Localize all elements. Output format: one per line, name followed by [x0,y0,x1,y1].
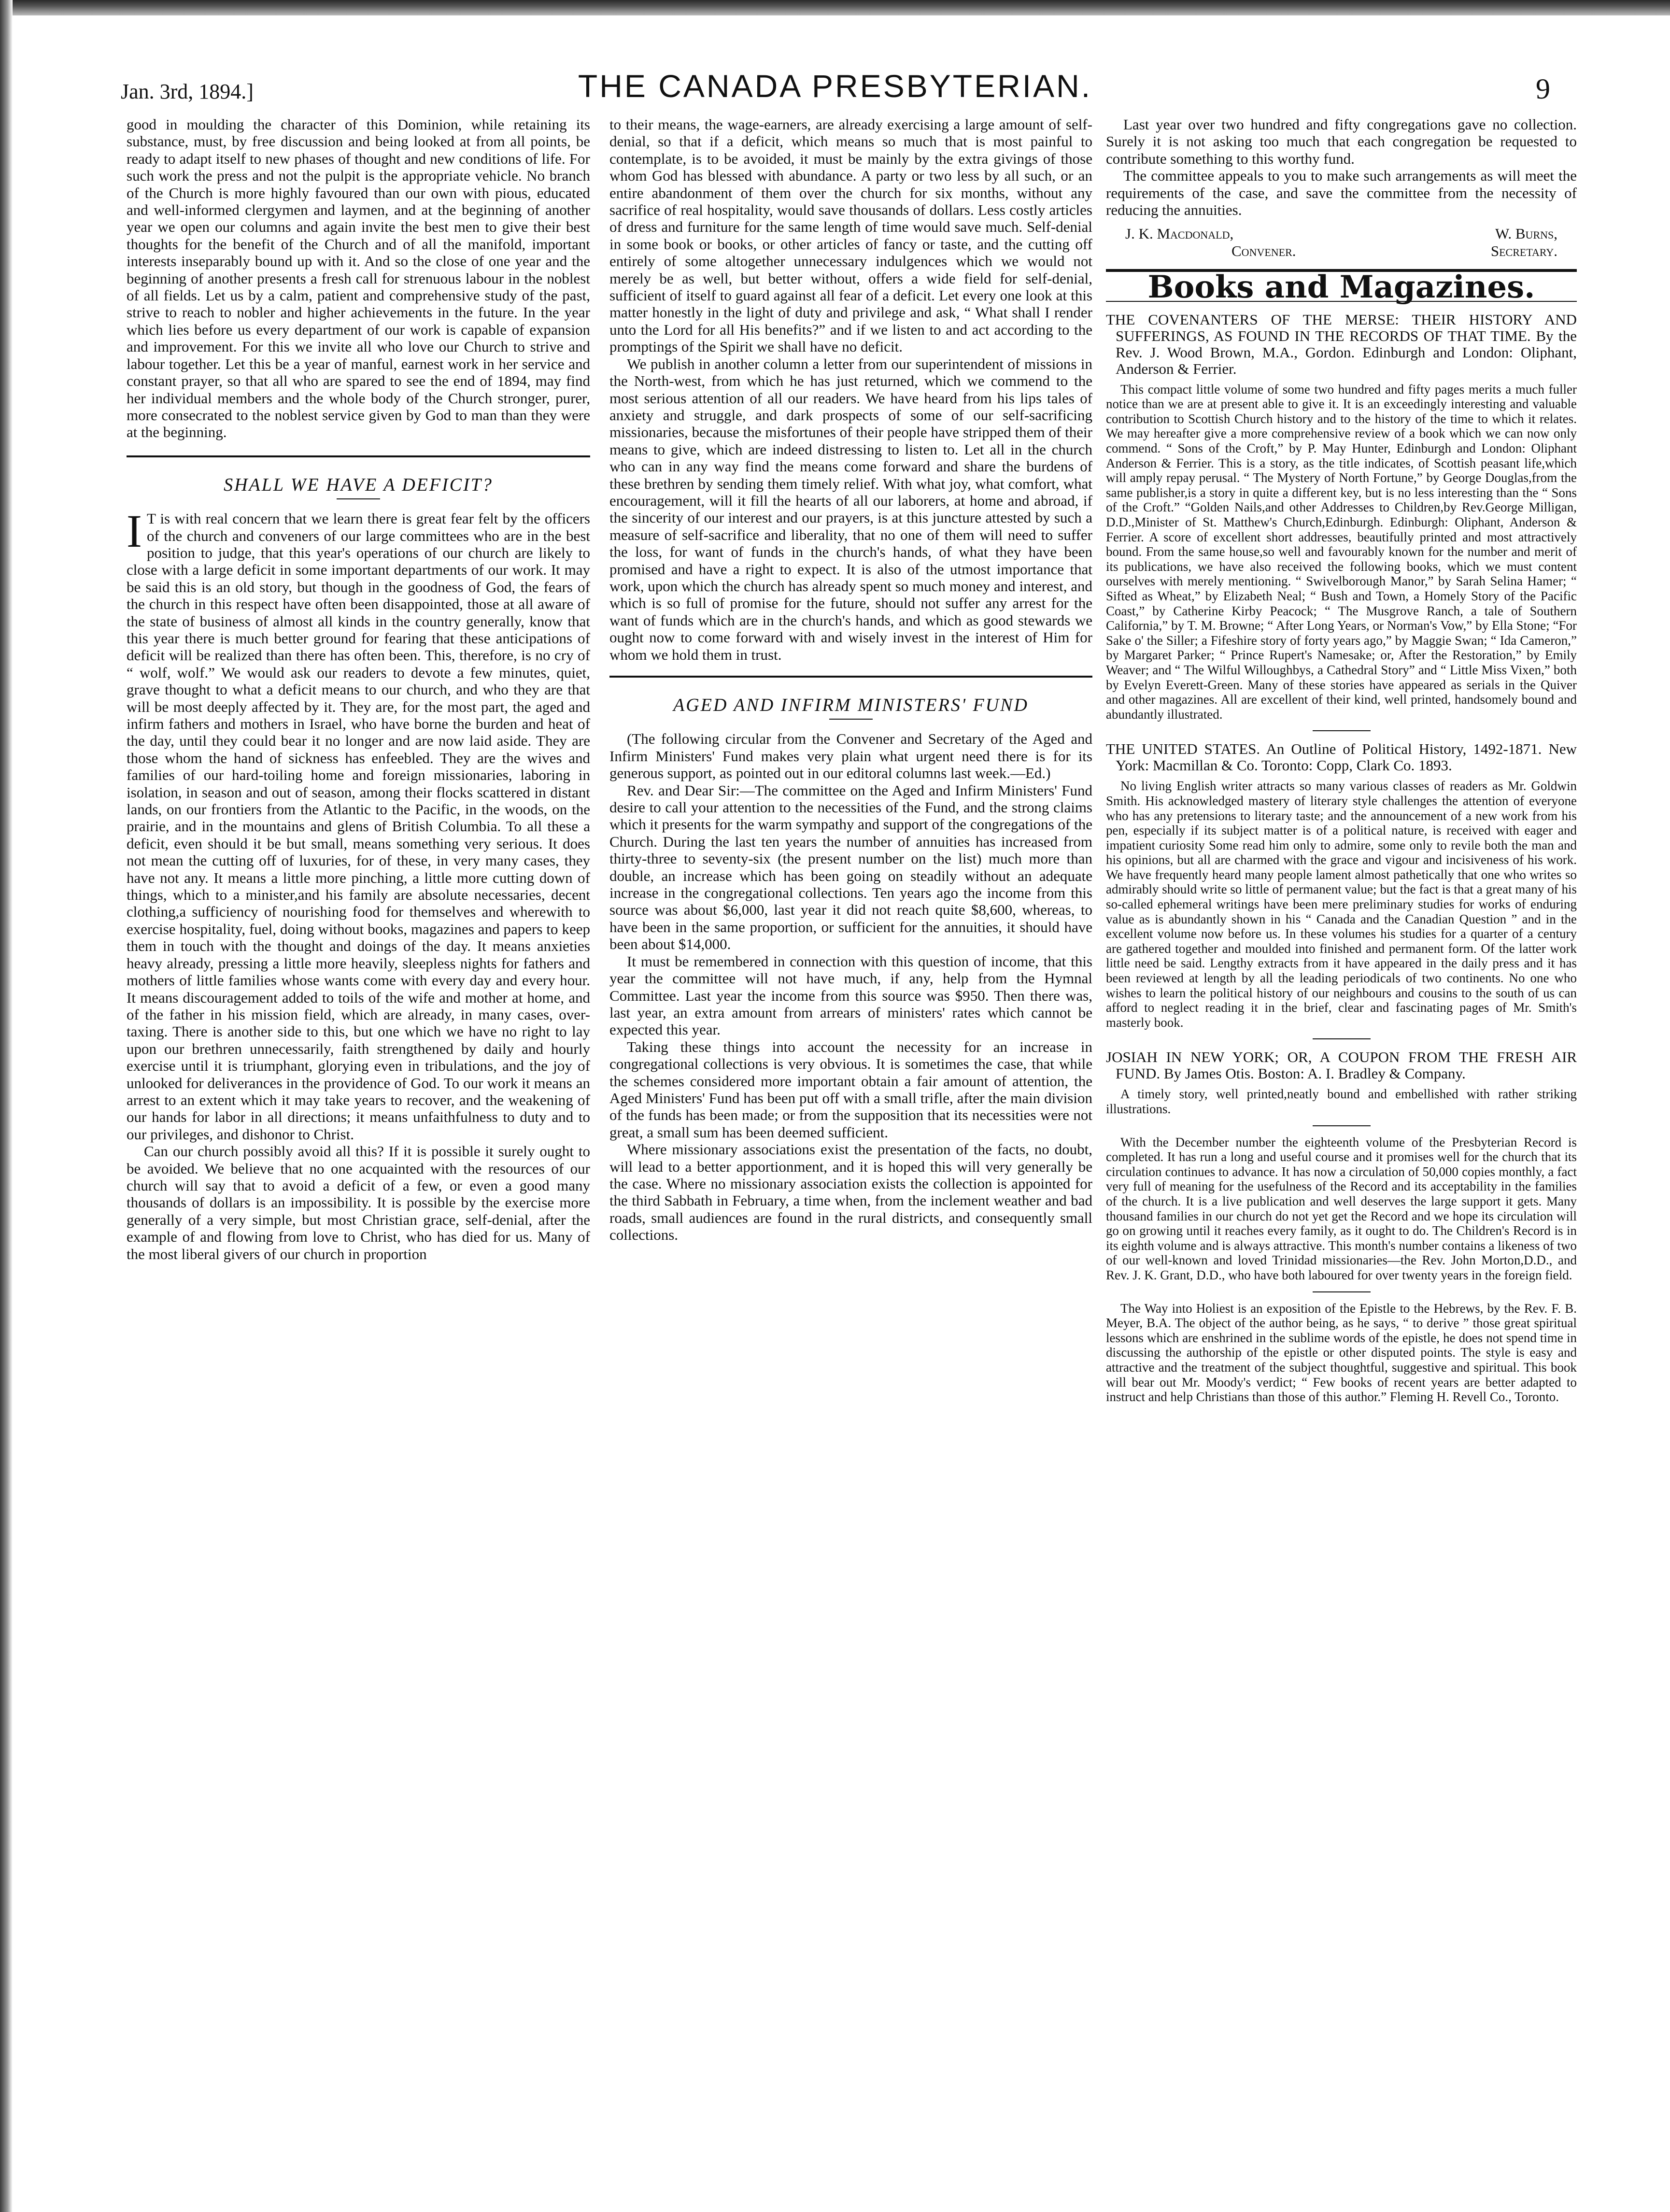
deficit-continuation: to their means, the wage-earners, are already exercising a large amount of self-denial, so that if a deficit, which means so much that is most painful to contemplate, is to be avoided, it must be mainly by the extra givings of those whom God has blessed with abundance. A party or two less by all such, or an entire abandonment of them over the church for six months, without any sacrifice of real hospitality, would save thousands of dollars. Less costly articles of dress and furniture for the same length of time would save much. Self-denial in some book or books, or other articles of fancy or taste, and the cutting off entirely of some altogether unnecessary indulgences which we would not merely be as well, but better without, offers a wide field for self-denial, sufficient of itself to guard against all fear of a deficit. Let every one look at this matter honestly in the light of duty and privilege and ask, “ What shall I render unto the Lord for all His benefits?” and if we listen to and act according to the promptings of the Spirit we shall have no deficit. [609,116,1092,355]
northwest-paragraph: We publish in another column a letter from our superintendent of missions in the North-west, from which he has just returned, which we commend to the most serious attention of all our readers. We have heard from his lips tales of anxiety and struggle, and dark prospects of some of our self-sacrificing missionaries, because the misfortunes of their people have stripped them of their means to give, which are indeed distressing to listen to. Let all in the church who can in any way find the means come forward and share the burdens of these brethren by sending them timely relief. With what joy, what comfort, what encouragement, will it fill the hearts of all our laborers, at home and abroad, if the sincerity of our interest and our prayers, is at this juncture attested by such a measure of self-sacrifice and liberality, that no one of them will need to suffer the loss, for want of funds in the church's hands, of what they have been promised and have a right to expect. It is also of the utmost importance that work, upon which the church has already spent so much money and interest, and which is so full of promise for the future, should not suffer any arrest for the want of funds which are in the church's hands, and which as good stewards we ought now to come forward with and wisely invest in the interest of Him for whom we hold them in trust. [609,355,1092,663]
section-rule [127,455,590,457]
review-title-united-states: THE UNITED STATES. An Outline of Political History, 1492-1871. New York: Macmillan & Co. Toronto: Copp, Clark Co. 1893. [1106,740,1577,774]
review-title-covenanters: THE COVENANTERS OF THE MERSE: THEIR HISTORY AND SUFFERINGS, AS FOUND IN THE RECORDS OF THAT TIME. By the Rev. J. Wood Brown, M.A., Gordon. Edinburgh and London: Oliphant, Anderson & Ferrier. [1106,311,1577,377]
books-magazines-heading: Books and Magazines. [1147,269,1535,306]
deficit-paragraph-1 [127,505,590,1143]
aged-fund-heading: AGED AND INFIRM MINISTERS' FUND [673,695,1029,715]
short-rule [337,498,380,499]
review-body-josiah [1106,1087,1577,1116]
aged-paragraph-3: Taking these things into account the necessity for an increase in congregational collections is very obvious. It is sometimes the case, that while the schemes considered more important obtain a fair amount of attention, the Aged Ministers' Fund has been put off with a small trifle, after the main division of the funds has been made; or from the supposition that its necessities were not great, a small sum has been deemed sufficient. [609,1038,1092,1141]
review-text: A timely story, well printed,neatly bound and embellished with rather striking illustrations. [1106,1087,1577,1116]
separator [1313,1291,1371,1292]
newspaper-title: THE CANADA PRESBYTERIAN. [578,68,1092,104]
deficit-heading: SHALL WE HAVE A DEFICIT? [224,474,493,495]
aged-continuation-1: Last year over two hundred and fifty congregations gave no collection. Surely it is not asking too much that each congregation be requested to contribute something to this worthy fund. [1106,116,1577,167]
separator [1313,1038,1371,1039]
separator [1313,730,1371,731]
page-header [0,58,1670,126]
page-number: 9 [1536,73,1550,105]
short-rule [829,719,873,720]
review-body-covenanters [1106,382,1577,722]
separator [1313,1125,1371,1126]
column-3 [1106,116,1577,2183]
column-1 [127,116,590,2183]
section-rule [609,676,1092,678]
review-text: No living English writer attracts so many various classes of readers as Mr. Goldwin Smith. His acknowledged mastery of literary style challenges the attention of everyone who has any pretensions to literary taste; and the announcement of a new work from his pen, especially if its subject matter is of a political nature, is received with eager and impatient curiosity Some read him only to admire, some only to revile both the man and his opinions, but all are charmed with the grace and vigour and incisiveness of his work. We have frequently heard many people lament almost pathetically that one who writes so admirably should write so little of permanent value; but the fact is that a great many of his so-called ephemeral writings have been mere preliminary studies for works of enduring value as is abundantly shown in his “ Canada and the Canadian Question ” and in the excellent volume now before us. In these volumes his studies for a quarter of a century are gathered together and moulded into finished and permanent form. Of the latter work little need be said. Lengthy extracts from it have appeared in the daily press and it has been reviewed at length by all the leading periodicals of two continents. No one who wishes to learn the political history of our neighbours and cousins to the south of us can afford to neglect reading it in the brief, clear and fascinating pages of Mr. Smith's masterly book. [1106,779,1577,1030]
aged-paragraph-2: It must be remembered in connection with this question of income, that this year the committee will not have much, if any, help from the Hymnal Committee. Last year the income from this source was $950. Then there was, last year, an extra amount from arrears of ministers' rates which cannot be expected this year. [609,952,1092,1038]
review-text: The Way into Holiest is an exposition of the Epistle to the Hebrews, by the Rev. F. B. Meyer, B.A. The object of the author being, as he says, “ to derive ” those great spiritual lessons which are enshrined in the sublime words of the epistle, he does not spend time in discussing the authorship of the epistle or other disputed points. The style is easy and attractive and the treatment of the subject thoughtful, suggestive and spiritual. This book will bear out Mr. Moody's verdict; “ Few books of recent years are better adapted to instruct and help Christians than those of this author.” Fleming H. Revell Co., Toronto. [1106,1301,1577,1404]
review-body-way-into-holiest [1106,1301,1577,1404]
aged-intro: (The following circular from the Convener and Secretary of the Aged and Infirm Ministers' Fund makes very plain what urgent need there is for its generous support, as pointed out in our editoral columns last week.—Ed.) [609,730,1092,782]
aged-continuation-2: The committee appeals to you to make such arrangements as will meet the requirements of the case, and save the committee from the necessity of reducing the annuities. [1106,167,1577,219]
review-title-josiah: JOSIAH IN NEW YORK; OR, A COUPON FROM THE FRESH AIR FUND. By James Otis. Boston: A. I. Bradley & Company. [1106,1049,1577,1082]
deficit-paragraph-2: Can our church possibly avoid all this? If it is possible it surely ought to be avoided. We believe that no one acquainted with the resources of our church will say that to avoid a deficit of a few, or even a good many thousands of dollars is an impossibility. It is possible by the exercise more generally of a very simple, but most Christian grace, self-denial, after the example of and flowing from love to Christ, who has died for us. Many of the most liberal givers of our church in proportion [127,1143,590,1262]
signature-block [1106,225,1577,259]
column-2 [609,116,1092,2183]
convener-title: Convener. [1231,242,1296,259]
review-text: This compact little volume of some two hundred and fifty pages merits a much fuller notice than we are at present able to give it. It is an exceedingly interesting and valuable contribution to Scottish Church history and to the history of the time to which it relates. We may hereafter give a more comprehensive review of a book which we can now only commend. “ Sons of the Croft,” by P. May Hunter, Edinburgh and London: Oliphant Anderson & Ferrier. This is a story, as the title indicates, of Scottish peasant life,which will amply repay perusal. “ The Mystery of North Fortune,” by George Douglas,from the same publisher,is a story in quite a different key, but is no less interesting than the “ Sons of the Croft.” “Golden Nails,and other Addresses to Children,by Rev.George Milligan, D.D.,Minister of St. Matthew's Church,Edinburgh. Edinburgh: Oliphant, Anderson & Ferrier. A score of excellent short addresses, beautifully printed and most attractively bound. From the same house,so well and favourably known for the number and merit of its publications, we have also received the following books, which we must content ourselves with merely mentioning. “ Swivelborough Manor,” by Sarah Selina Hamer; “ Sifted as Wheat,” by Elizabeth Neal; “ Bush and Town, a Homely Story of the Pacific Coast,” by Catherine Kirby Peacock; “ The Musgrove Ranch, a tale of Southern California,” by T. M. Browne; “ After Long Years, or Norman's Vow,” by Ella Stone; “For Sake o' the Siller; a Fifeshire story of forty years ago,” by Maggie Swan; “ Ida Cameron,” by Margaret Parker; “ Prince Rupert's Namesake; or, After the Restoration,” by Emily Weaver; and “ The Wilful Willoughbys, a Cathedral Story” and “ Little Miss Vixen,” both by Evelyn Everett-Green. Many of these stories have appeared as serials in the Quiver and other magazines. All are excellent of their kind, well printed, handsomely bound and abundantly illustrated. [1106,382,1577,722]
editorial-continuation: good in moulding the character of this Dominion, while retaining its substance, must, by free discussion and being looked at from all points, be ready to adapt itself to new phases of thought and new conditions of life. For such work the press and not the pulpit is the appropriate vehicle. No branch of the Church is more highly favoured than our own with pious, educated and well-informed clergymen and laymen, and at the beginning of another year we open our columns and again invite the best men to give their best thoughts for the benefit of the Church and of all the manifold, important interests inseparably bound up with it. And so the close of one year and the beginning of another presents a fresh call for strenuous labour in the noblest of all fields. Let us by a calm, patient and comprehensive study of the past, strive to reach to nobler and higher achievements in the future. In the year which lies before us every department of our work is capable of expansion and improvement. For this we invite all who love our Church to strive and labour together. Let this be a year of manful, earnest work in her service and constant prayer, so that all who are spared to see the end of 1894, may find her individual members and the whole body of the Church stronger, purer, more consecrated to the noblest service given by God to man than they were at the beginning. [127,116,590,441]
scan-edge-left [0,0,13,2212]
review-text: With the December number the eighteenth volume of the Presbyterian Record is completed. It has run a long and useful course and it promises well for the church that its circulation continues to advance. It has now a circulation of 50,000 copies monthly, a fact very full of meaning for the usefulness of the Record and its acceptability in the families of the church. It is a live publication and well deserves the large support it gets. Many thousand families in our church do not yet get the Record and we hope its circulation will go on growing until it reaches every family, as it ought to do. The Children's Record is in its eighth volume and is always attractive. This month's number contains a likeness of two of our well-known and loved Trinidad missionaries—the Rev. John Morton,D.D., and Rev. J. K. Grant, D.D., who have both laboured for over twenty years in the foreign field. [1106,1134,1577,1282]
secretary-title: Secretary. [1490,242,1557,259]
secretary-name: W. Burns, [1495,225,1557,242]
convener-name: J. K. Macdonald, [1125,225,1234,242]
deficit-text: T is with real concern that we learn there is great fear felt by the officers of the church and conveners of our large committees who are in the best position to judge, that this year's operations of our church are likely to close with a large deficit in some important departments of our work. It may be said this is an old story, but though in the goodness of God, the fears of the church in this respect have often been disappointed, those at all aware of the state of business of almost all kinds in the country generally, know that this year there is much better ground for fearing that these anticipations of deficit will be realized than there has often been. This, therefore, is no cry of “ wolf, wolf.” We would ask our readers to devote a few minutes, quiet, grave thought to what a deficit means to our church, and who they are that will be most deeply affected by it. They are, for the most part, the aged and infirm fathers and mothers in Israel, who have borne the burden and heat of the day, until they could bear it no longer and are now laid aside. They are those whom the hand of sickness has enfeebled. They are the wives and families of our hard-toiling home and foreign missionaries, laboring in isolation, in season and out of season, among their flocks scattered in distant lands, on our frontiers from the Atlantic to the Pacific, in the woods, on the prairie, and in the mountains and glens of British Columbia. To all these a deficit, even should it be but small, means something very serious. It does not mean the cutting off of luxuries, for of these, in very many cases, they have not any. It means a little more pinching, a little more cutting down of things, which to a minister,and his family are absolute necessaries, decent clothing,a sufficiency of nourishing food for themselves and wherewith to exercise hospitality, fuel, doing without books, magazines and papers to keep them in touch with the thought and doings of the day. It means anxieties heavy already, pressing a little more heavily, sleepless nights for fathers and mothers of little families whose wants come with every day and every hour. It means discouragement added to toils of the wife and mother at home, and of the father in his mission field, which are already, in many cases, over-taxing. There is another side to this, but one which we have no right to lay upon our brethren unnecessarily, faith strengthened by daily and hourly exercise until it is triumphant, glorying even in tribulations, and the joy of unlooked for deliverances in the providence of God. To our work it means an arrest to an extent which it may take years to recover, and the weakening of our hands for labor in all directions; it means unfaithfulness to duty and to our privileges, and dishonor to Christ. [127,510,590,1143]
aged-paragraph-4: Where missionary associations exist the presentation of the facts, no doubt, will lead to a better apportionment, and it is hoped this will very generally be the case. Where no missionary association exists the collection is appointed for the third Sabbath in February, a time when, from the inclement weather and bad roads, small audiences are found in the rural districts, and consequently small collections. [609,1141,1092,1244]
aged-paragraph-1: Rev. and Dear Sir:—The committee on the Aged and Infirm Ministers' Fund desire to call your attention to the necessities of the Fund, and the strong claims which it presents for the warm sympathy and support of the congregations of the Church. During the last ten years the number of annuities has increased from thirty-three to seventy-six (the present number on the list) much more than double, an increase which has been going on steadily without an adequate increase in the congregational collections. Ten years ago the income from this source was about $6,000, last year it did not reach quite $8,600, whereas, to have been in the same proportion, or sufficient for the annuities, it should have been about $14,000. [609,781,1092,953]
scan-edge-top [0,0,1670,15]
issue-date: Jan. 3rd, 1894.] [121,80,254,103]
review-body-united-states [1106,779,1577,1030]
drop-cap: I [127,505,142,557]
review-body-presbyterian-record [1106,1135,1577,1283]
